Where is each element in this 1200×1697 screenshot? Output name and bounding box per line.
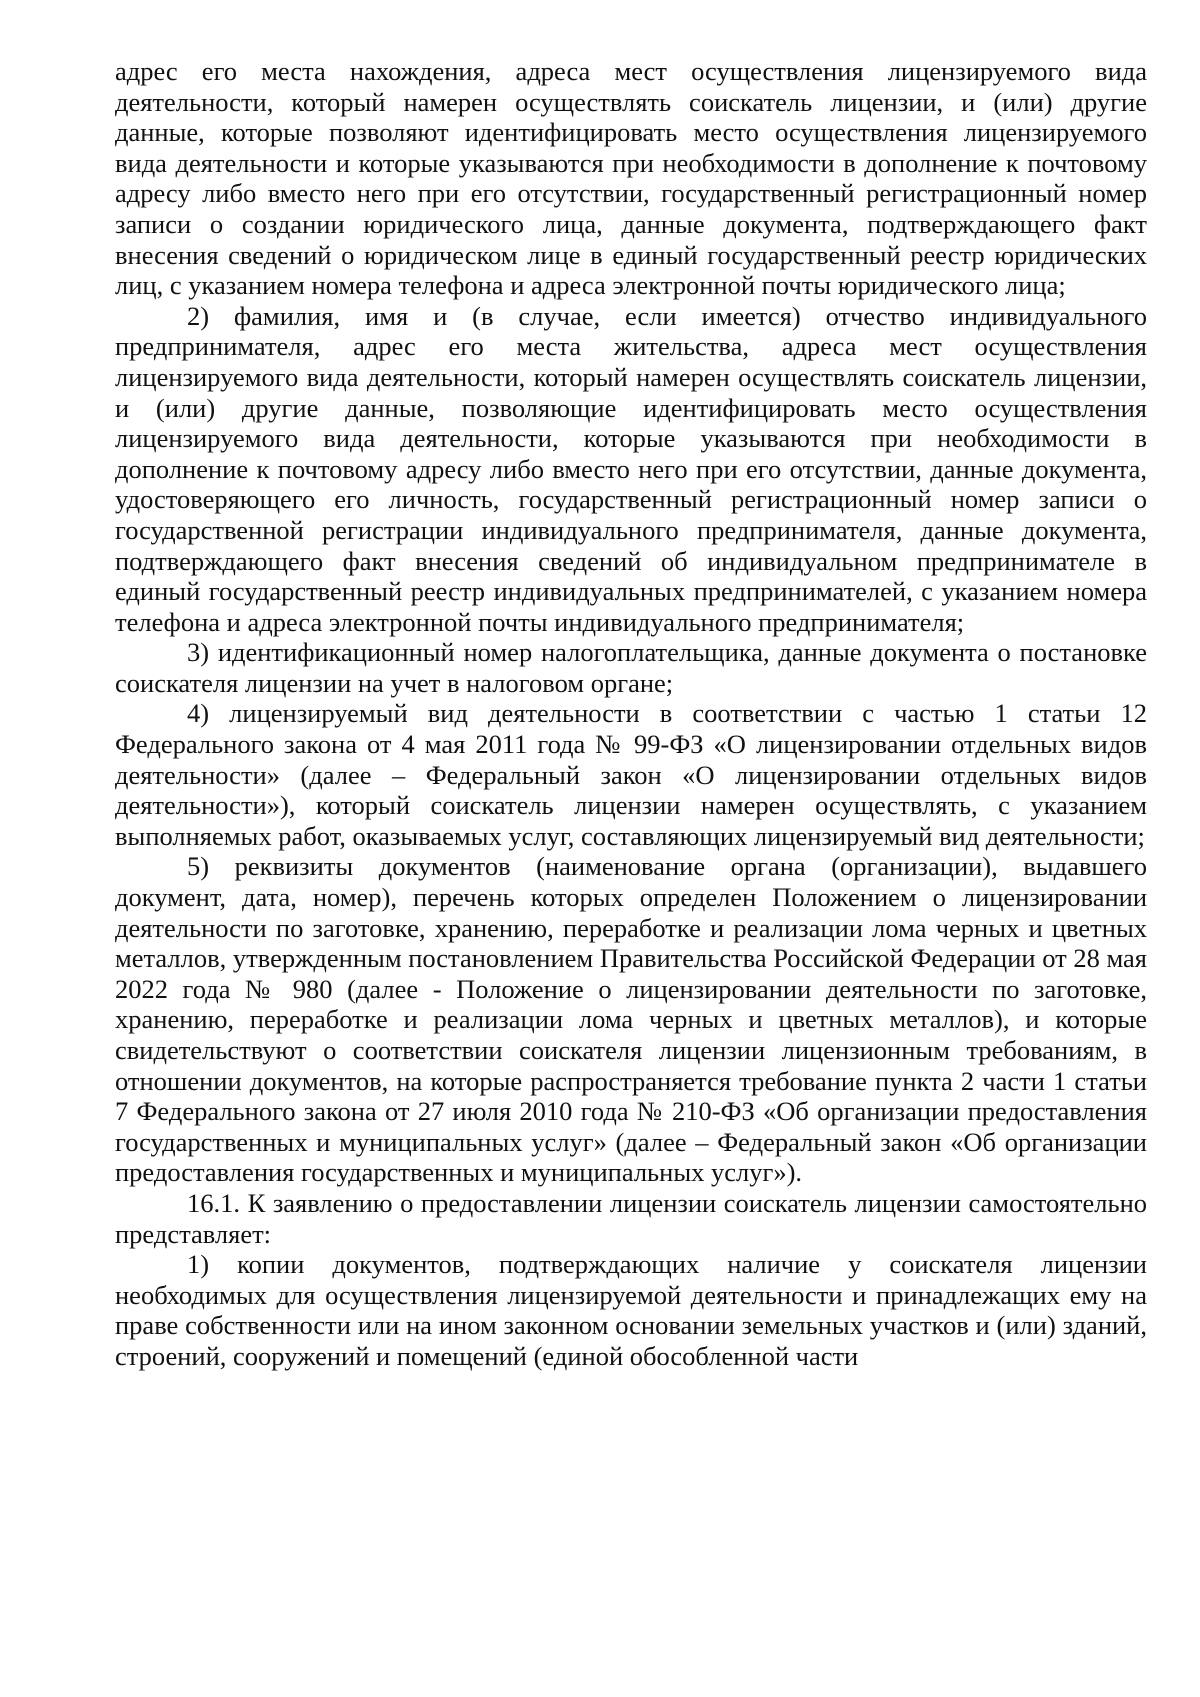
- paragraph-clause-16-1: 16.1. К заявлению о предоставлении лицензии соискатель лицензии самостоятельно представляет:: [115, 1187, 1147, 1249]
- paragraph-item-5-document-details: 5) реквизиты документов (наименование органа (организации), выдавшего документ, дата, номер), перечень которых определен Положением о лицензировании деятельности по заготовке, хранению, переработке и реализации лома черных и цветных металлов, утвержденным постановлением Правительства Российской Федерации от 28 мая 2022 года № 980 (далее - Положение о лицензировании деятельности по заготовке, хранению, переработке и реализации лома черных и цветных металлов), и которые свидетельствуют о соответствии соискателя лицензии лицензионным требованиям, в отношении документов, на которые распространяется требование пункта 2 части 1 статьи 7 Федерального закона от 27 июля 2010 года № 210-ФЗ «Об организации предоставления государственных и муниципальных услуг» (далее – Федеральный закон «Об организации предоставления государственных и муниципальных услуг»).: [115, 851, 1147, 1188]
- paragraph-item-3-taxpayer-number: 3) идентификационный номер налогоплательщика, данные документа о постановке соискателя лицензии на учет в налоговом органе;: [115, 637, 1147, 698]
- paragraph-clause-16-1-item-1: 1) копии документов, подтверждающих наличие у соискателя лицензии необходимых для осуществления лицензируемой деятельности и принадлежащих ему на праве собственности или на ином законном основании земельных участков и (или) зданий, строений, сооружений и помещений (единой обособленной части: [115, 1249, 1147, 1371]
- document-body: [115, 56, 1147, 1372]
- paragraph-address-legal-entity: адрес его места нахождения, адреса мест осуществления лицензируемого вида деятельности, который намерен осуществлять соискатель лицензии, и (или) другие данные, которые позволяют идентифицировать место осуществления лицензируемого вида деятельности и которые указываются при необходимости в дополнение к почтовому адресу либо вместо него при его отсутствии, государственный регистрационный номер записи о создании юридического лица, данные документа, подтверждающего факт внесения сведений о юридическом лице в единый государственный реестр юридических лиц, с указанием номера телефона и адреса электронной почты юридического лица;: [115, 56, 1147, 301]
- paragraph-item-2-individual-entrepreneur: 2) фамилия, имя и (в случае, если имеется) отчество индивидуального предпринимателя, адрес его места жительства, адреса мест осуществления лицензируемого вида деятельности, который намерен осуществлять соискатель лицензии, и (или) другие данные, позволяющие идентифицировать место осуществления лицензируемого вида деятельности, которые указываются при необходимости в дополнение к почтовому адресу либо вместо него при его отсутствии, данные документа, удостоверяющего его личность, государственный регистрационный номер записи о государственной регистрации индивидуального предпринимателя, данные документа, подтверждающего факт внесения сведений об индивидуальном предпринимателе в единый государственный реестр индивидуальных предпринимателей, с указанием номера телефона и адреса электронной почты индивидуального предпринимателя;: [115, 300, 1147, 637]
- paragraph-item-4-licensed-activity: 4) лицензируемый вид деятельности в соответствии с частью 1 статьи 12 Федерального закона от 4 мая 2011 года № 99-ФЗ «О лицензировании отдельных видов деятельности» (далее – Федеральный закон «О лицензировании отдельных видов деятельности»), который соискатель лицензии намерен осуществлять, с указанием выполняемых работ, оказываемых услуг, составляющих лицензируемый вид деятельности;: [115, 698, 1147, 851]
